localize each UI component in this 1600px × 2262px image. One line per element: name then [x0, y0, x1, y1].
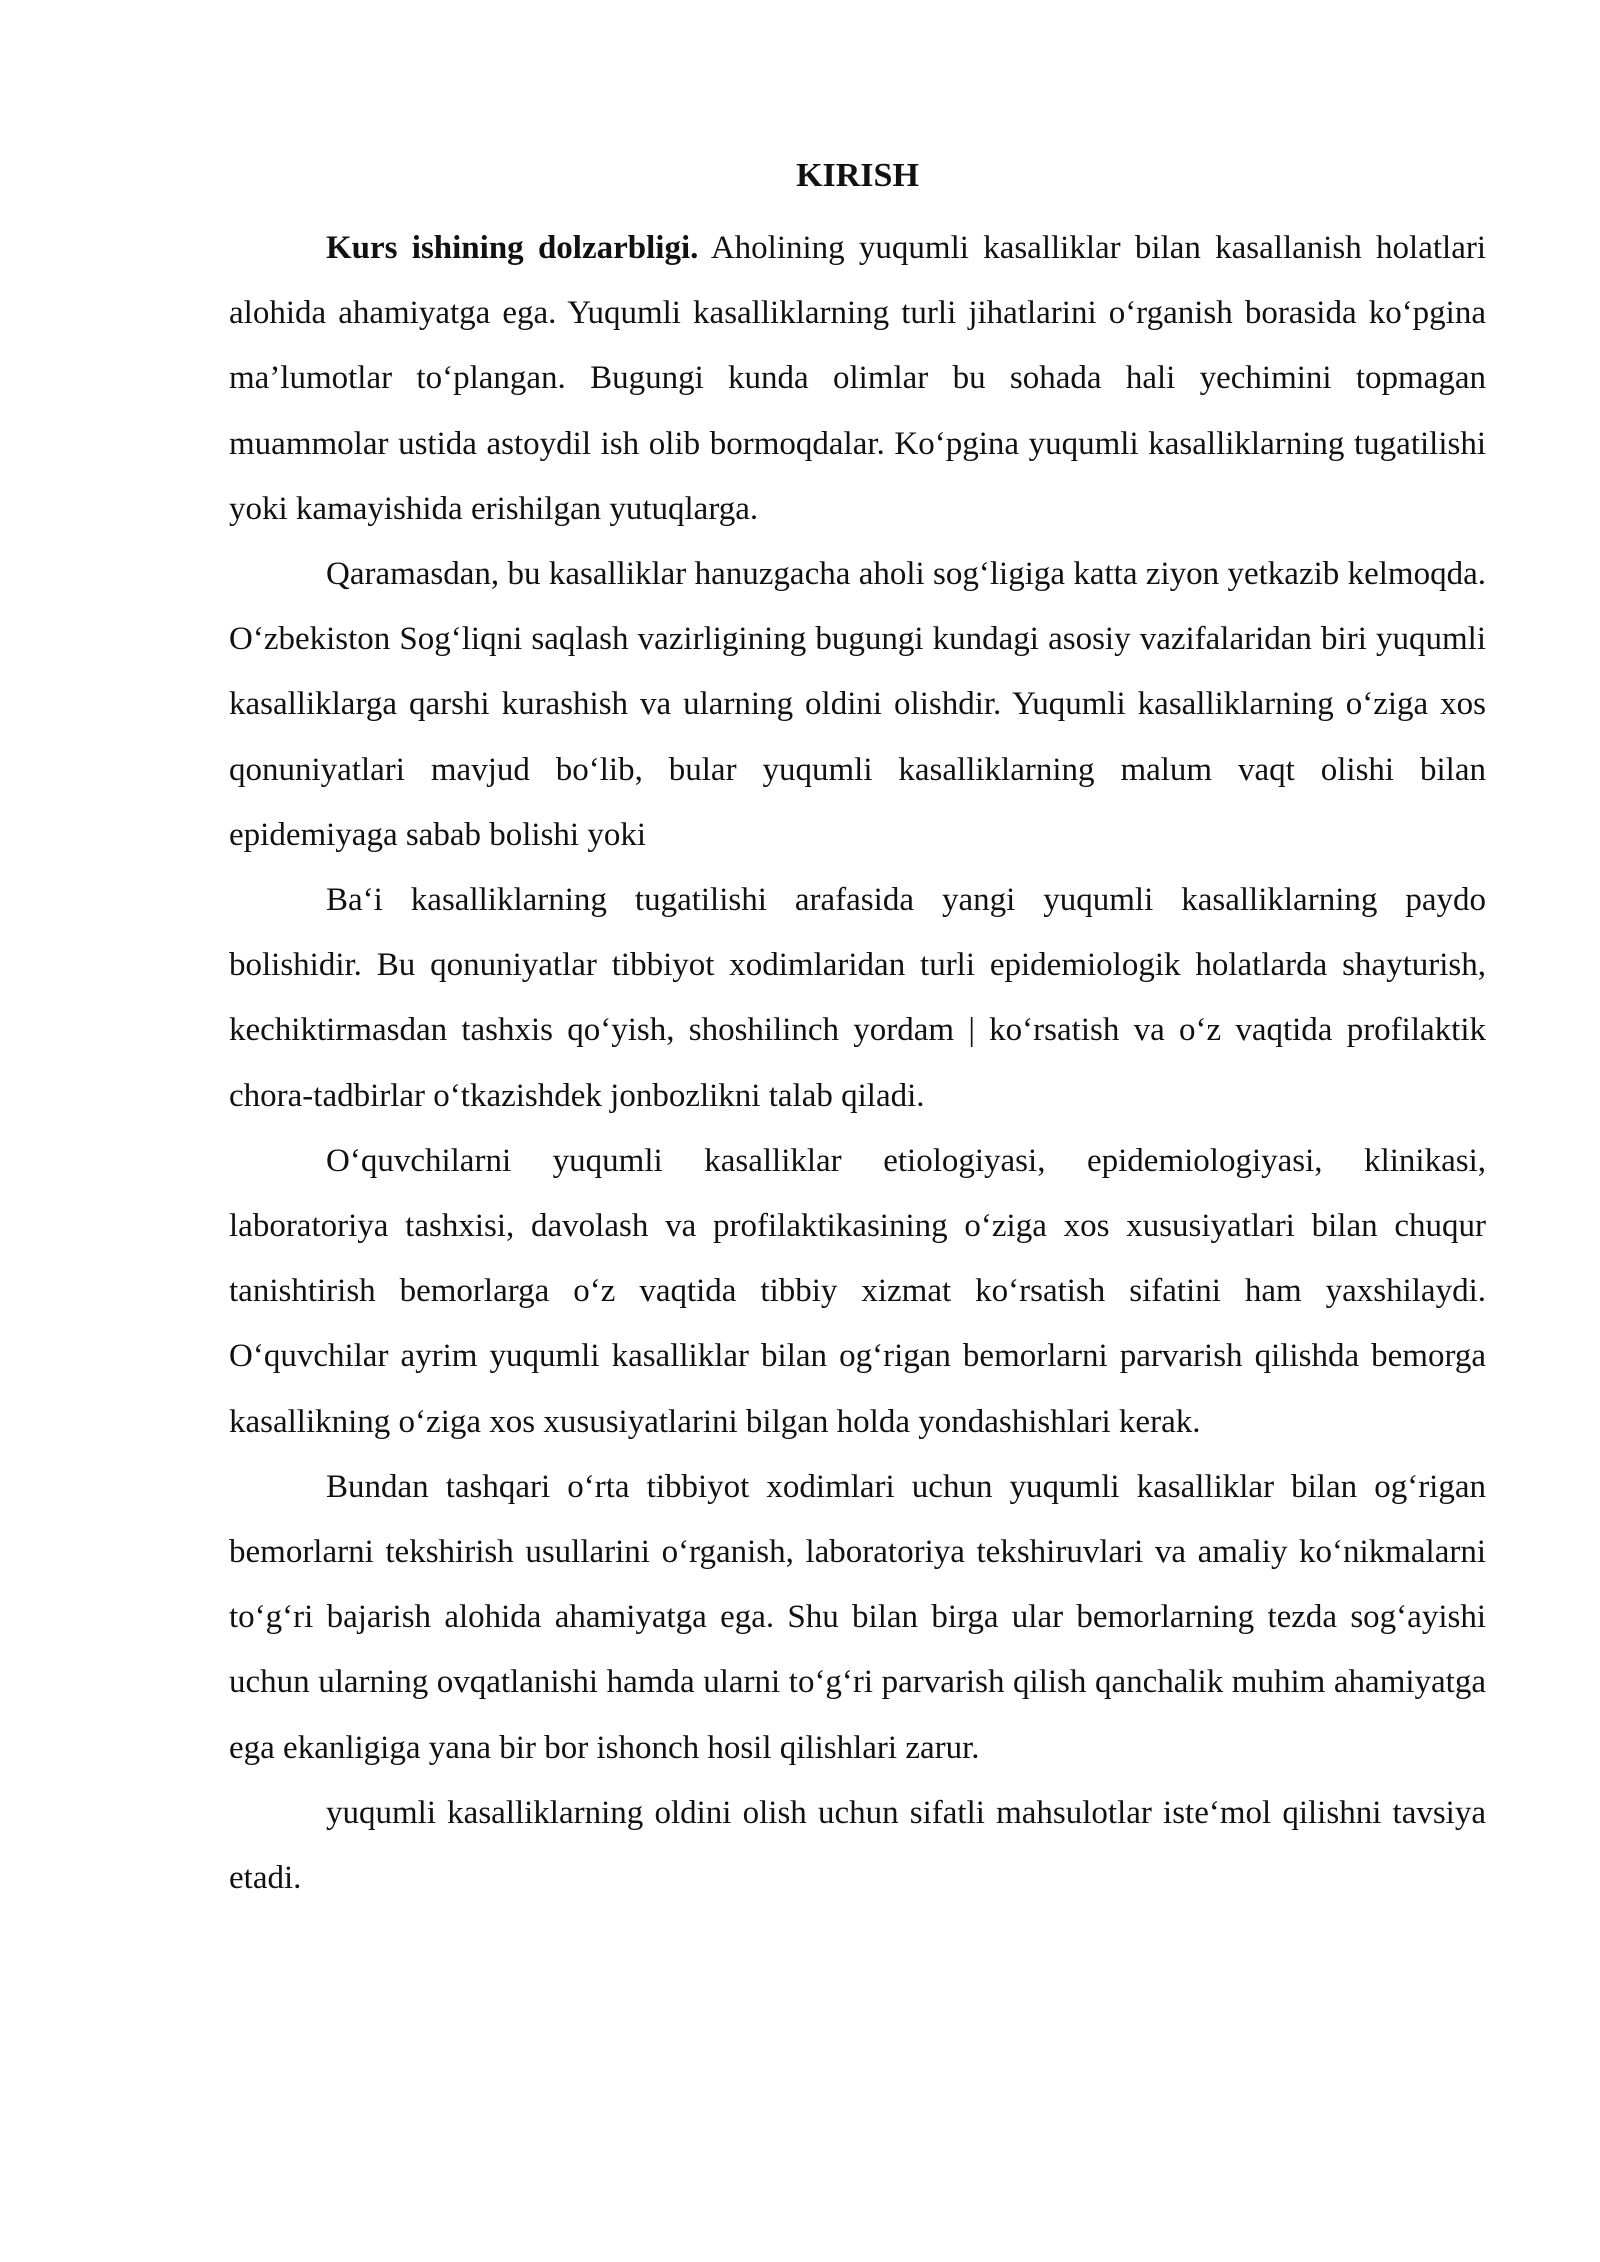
paragraph-4 — [229, 1129, 1486, 1455]
paragraph-lead: Kurs ishining dolzarbligi. — [326, 230, 699, 266]
paragraph-1 — [229, 216, 1486, 542]
paragraph-3 — [229, 868, 1486, 1129]
document-body — [229, 148, 1486, 1911]
paragraph-text: Aholining yuqumli kasalliklar bilan kasallanish holatlari alohida ahamiyatga ega. Yuqumli kasalliklarning turli jihatlarini o‘rganish borasida ko‘pgina ma’lumotlar to‘plangan. Bugungi kunda olimlar bu sohada hali yechimini topmagan muammolar ustida astoydil ish olib bormoqdalar. Ko‘pgina yuqumli kasalliklarning tugatilishi yoki kamayishida erishilgan yutuqlarga. — [229, 230, 1486, 527]
paragraph-2 — [229, 542, 1486, 868]
paragraph-text: O‘quvchilarni yuqumli kasalliklar etiologiyasi, epidemiologiyasi, klinikasi, laboratoriya tashxisi, davolash va profilaktikasining o‘ziga xos xususiyatlari bilan chuqur tanishtirish bemorlarga o‘z vaqtida tibbiy xizmat ko‘rsatish sifatini ham yaxshilaydi. O‘quvchilar ayrim yuqumli kasalliklar bilan og‘rigan bemorlarni parvarish qilishda bemorga kasallikning o‘ziga xos xususiyatlarini bilgan holda yondashishlari kerak. — [229, 1142, 1486, 1440]
paragraph-text: yuqumli kasalliklarning oldini olish uchun sifatli mahsulotlar iste‘mol qilishni tavsiya etadi. — [229, 1794, 1486, 1897]
paragraph-5 — [229, 1455, 1486, 1781]
paragraph-text: Ba‘i kasalliklarning tugatilishi arafasida yangi yuqumli kasalliklarning paydo bolishidir. Bu qonuniyatlar tibbiyot xodimlaridan turli epidemiologik holatlarda shayturish, kechiktirmasdan tashxis qo‘yish, shoshilinch yordam | ko‘rsatish va o‘z vaqtida profilaktik chora-tadbirlar o‘tkazishdek jonbozlikni talab qiladi. — [229, 882, 1486, 1114]
paragraph-text: Qaramasdan, bu kasalliklar hanuzgacha aholi sog‘ligiga katta ziyon yetkazib kelmoqda. O‘zbekiston Sog‘liqni saqlash vazirligining bugungi kundagi asosiy vazifalaridan biri yuqumli kasalliklarga qarshi kurashish va ularning oldini olishdir. Yuqumli kasalliklarning o‘ziga xos qonuniyatlari mavjud bo‘lib, bular yuqumli kasalliklarning malum vaqt olishi bilan epidemiyaga sabab bolishi yoki — [229, 556, 1486, 853]
paragraph-text: Bundan tashqari o‘rta tibbiyot xodimlari uchun yuqumli kasalliklar bilan og‘rigan bemorlarni tekshirish usullarini o‘rganish, laboratoriya tekshiruvlari va amaliy ko‘nikmalarni to‘g‘ri bajarish alohida ahamiyatga ega. Shu bilan birga ular bemorlarning tezda sog‘ayishi uchun ularning ovqatlanishi hamda ularni to‘g‘ri parvarish qilish qanchalik muhim ahamiyatga ega ekanligiga yana bir bor ishonch hosil qilishlari zarur. — [229, 1468, 1486, 1766]
paragraph-6 — [229, 1781, 1486, 1911]
page-title: KIRISH — [796, 157, 919, 194]
